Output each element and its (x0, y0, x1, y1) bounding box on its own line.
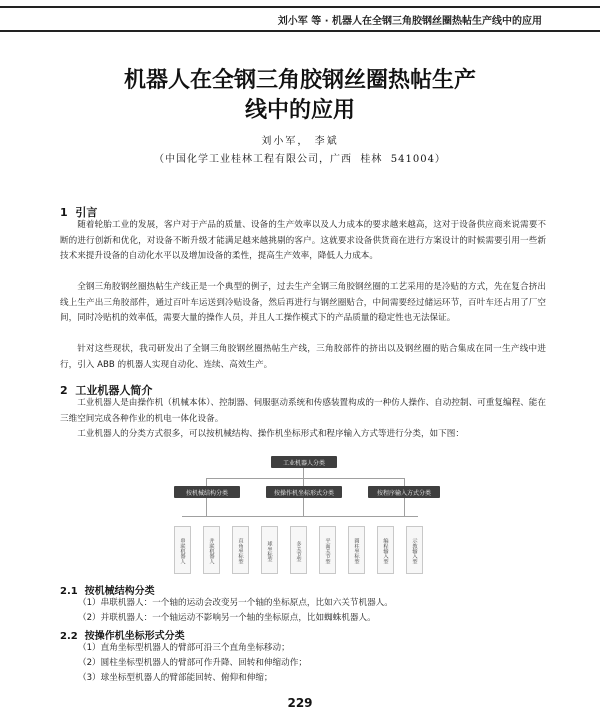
authors: 刘小军， 李斌 (261, 136, 339, 147)
running-header-text: 刘小军 等 · 机器人在全钢三角胶钢丝圈热帖生产线中的应用 (277, 16, 542, 27)
section-2-2-item-3: （3）球坐标型机器人的臂部能回转、俯仰和伸缩； (78, 673, 273, 683)
diagram-connector (404, 498, 405, 516)
diagram-leaf: 串联机器人 (174, 526, 191, 574)
section-2-2-item-1: （1）直角坐标型机器人的臂部可沿三个直角坐标移动； (78, 643, 290, 653)
section-1-paragraph-2: 全钢三角胶钢丝圈热帖生产线正是一个典型的例子，过去生产全钢三角胶钢丝圈的工艺采用的是冷贴的方式，先在复合挤出线上生产出三角胶部件，通过百叶车运送到冷贴设备，然后再进行与钢丝圈贴合，中间需要经过储运环节，百叶车还占用了厂空间，同时冷贴机的效率低，需要大量的操作人员，并且人工操作模式下的产品质量的稳定性也无法保证。 (60, 282, 546, 323)
diagram-branch-3: 按程序输入方式分类 (368, 486, 440, 498)
diagram-connector (303, 498, 304, 516)
section-2-1-item-2: （2）并联机器人：一个轴运动不影响另一个轴的坐标原点，比如蜘蛛机器人。 (78, 613, 376, 623)
diagram-leaf: 示教输入型 (406, 526, 423, 574)
diagram-branch-2: 按操作机坐标形式分类 (266, 486, 342, 498)
section-2-1-heading: 2.1 按机械结构分类 (60, 586, 155, 597)
diagram-connector (206, 478, 207, 486)
diagram-connector (206, 498, 207, 516)
paper-title (60, 66, 540, 126)
section-1-paragraph-1: 随着轮胎工业的发展，客户对于产品的质量、设备的生产效率以及人力成本的要求越来越高，这对于设备供应商来说需要不断的进行创新和优化，对设备不断升级才能满足越来越挑剔的客户。这就要求设备供货商在进行方案设计的时候需要引用一些新技术来提升设备的自动化水平以及增加设备的柔性，提高生产效率，降低人力成本。 (60, 220, 546, 261)
section-1-paragraph-3: 针对这些现状，我司研发出了全钢三角胶钢丝圈热帖生产线，三角胶部件的挤出以及钢丝圈的贴合集成在同一生产线中进行，引入 ABB 的机器人实现自动化、连续、高效生产。 (60, 344, 546, 370)
diagram-leaf: 编程输入型 (377, 526, 394, 574)
diagram-leaf: 平面关节型 (319, 526, 336, 574)
section-1-heading: 1 引言 (60, 206, 98, 219)
section-2-2-heading: 2.2 按操作机坐标形式分类 (60, 631, 185, 642)
section-2-paragraph-1: 工业机器人是由操作机（机械本体）、控制器、伺服驱动系统和传感装置构成的一种仿人操作、自动控制、可重复编程、能在三维空间完成各种作业的机电一体化设备。 (60, 398, 546, 424)
page-number: 229 (287, 696, 313, 710)
section-2-2-item-2: （2）圆柱坐标型机器人的臂部可作升降、回转和伸缩动作； (78, 658, 307, 668)
diagram-leaf: 并联机器人 (203, 526, 220, 574)
diagram-leaf: 球坐标型 (261, 526, 278, 574)
title-line-2: 线中的应用 (244, 98, 355, 123)
title-line-1: 机器人在全钢三角胶钢丝圈热帖生产 (123, 68, 476, 93)
diagram-connector (206, 478, 404, 479)
running-header (0, 6, 600, 32)
diagram-connector (303, 468, 304, 478)
diagram-leaf: 圆柱坐标型 (348, 526, 365, 574)
diagram-leaf: 多关节型 (290, 526, 307, 574)
diagram-root: 工业机器人分类 (271, 456, 337, 468)
diagram-branch-1: 按机械结构分类 (174, 486, 240, 498)
section-2-paragraph-2: 工业机器人的分类方式很多，可以按机械结构、操作机坐标形式和程序输入方式等进行分类，如下图： (77, 429, 464, 439)
robot-classification-diagram (172, 450, 440, 578)
diagram-connector (303, 478, 304, 486)
affiliation: （中国化学工业桂林工程有限公司，广西 桂林 541004） (154, 154, 446, 165)
section-2-1-item-1: （1）串联机器人：一个轴的运动会改变另一个轴的坐标原点，比如六关节机器人。 (78, 598, 393, 608)
diagram-connector (404, 478, 405, 486)
diagram-leaf: 直角坐标型 (232, 526, 249, 574)
section-2-heading: 2 工业机器人简介 (60, 384, 153, 397)
diagram-connector (182, 516, 418, 517)
